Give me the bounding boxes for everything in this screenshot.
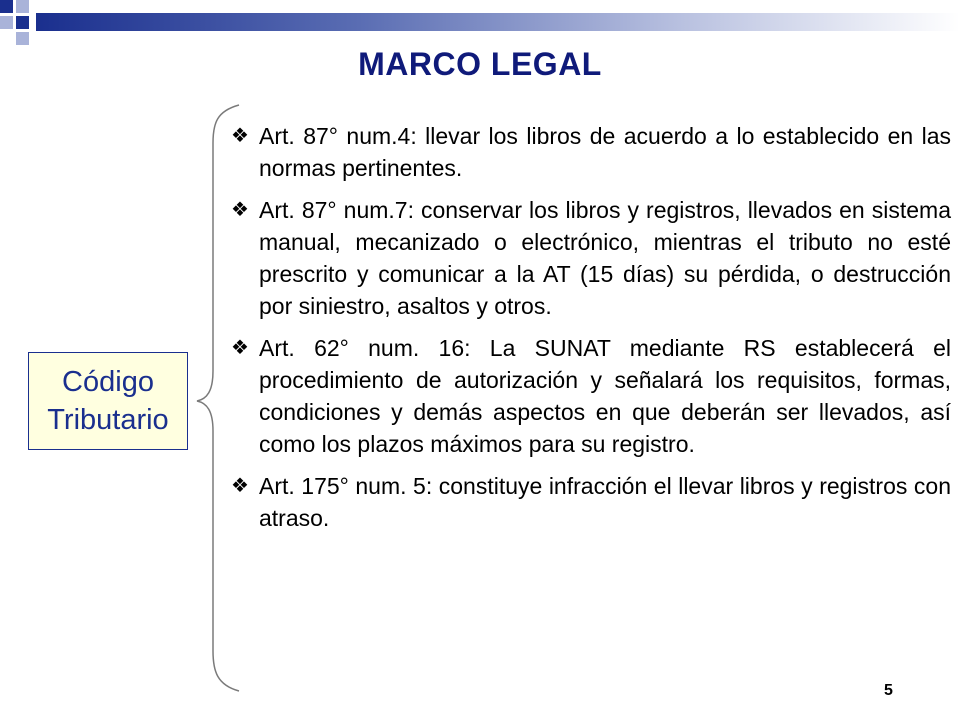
deco-square bbox=[0, 32, 13, 45]
article-text: Art. 62° num. 16: La SUNAT mediante RS establecerá el procedimiento de autorización y señalará los requisitos, formas, condiciones y demás aspectos en que deberán ser llevados, así como los plazos máximos para su registro. bbox=[259, 335, 951, 457]
list-item bbox=[231, 470, 951, 534]
code-label-line2: Tributario bbox=[47, 404, 169, 436]
slide-title: MARCO LEGAL bbox=[358, 46, 602, 82]
header-bar bbox=[36, 13, 960, 31]
article-list bbox=[231, 120, 951, 544]
deco-square bbox=[0, 0, 13, 13]
page-number: 5 bbox=[884, 682, 893, 699]
deco-square bbox=[16, 32, 29, 45]
deco-square bbox=[16, 0, 29, 13]
article-text: Art. 175° num. 5: constituye infracción el llevar libros y registros con atraso. bbox=[259, 473, 951, 531]
code-label-line1: Código bbox=[62, 366, 154, 398]
diamond-bullet-icon: ❖ bbox=[231, 337, 249, 359]
diamond-bullet-icon: ❖ bbox=[231, 125, 249, 147]
deco-square bbox=[0, 16, 13, 29]
list-item bbox=[231, 120, 951, 184]
article-text: Art. 87° num.7: conservar los libros y registros, llevados en sistema manual, mecanizado o electrónico, mientras el tributo no esté prescrito y comunicar a la AT (15 días) su pérdida, o destrucción por siniestro, asaltos y otros. bbox=[259, 197, 951, 319]
code-label-box bbox=[28, 352, 188, 450]
list-item bbox=[231, 332, 951, 460]
article-text: Art. 87° num.4: llevar los libros de acuerdo a lo establecido en las normas pertinentes. bbox=[259, 123, 951, 181]
diamond-bullet-icon: ❖ bbox=[231, 199, 249, 221]
deco-square bbox=[16, 16, 29, 29]
list-item bbox=[231, 194, 951, 322]
diamond-bullet-icon: ❖ bbox=[231, 475, 249, 497]
